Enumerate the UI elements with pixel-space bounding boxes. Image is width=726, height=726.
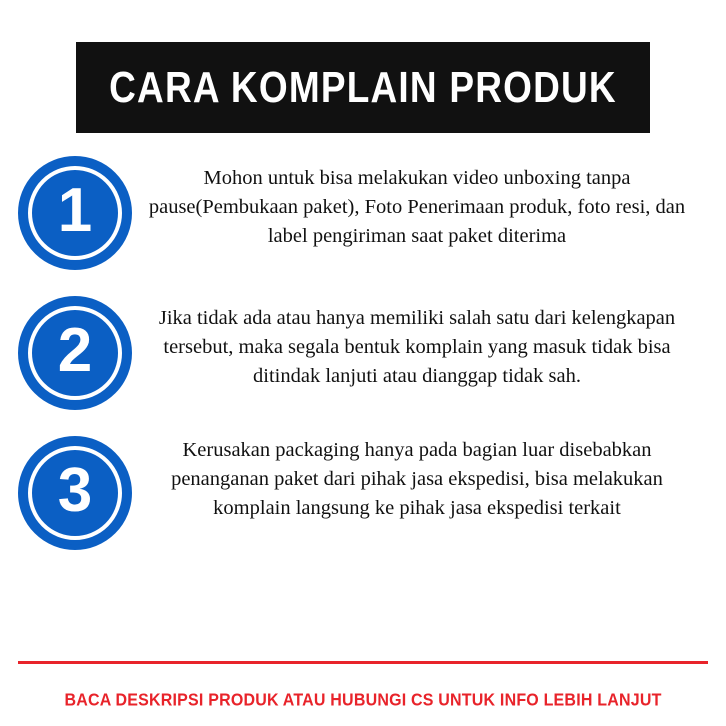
footer-note: BACA DESKRIPSI PRODUK ATAU HUBUNGI CS UNTUK INFO LEBIH LANJUT bbox=[64, 690, 662, 710]
step-number-label: 2 bbox=[57, 316, 93, 385]
footer-divider bbox=[18, 661, 708, 664]
step-text: Jika tidak ada atau hanya memiliki salah satu dari kelengkapan tersebut, maka segala bentuk komplain yang masuk tidak bisa ditindak lanjuti atau dianggap tidak sah. bbox=[158, 307, 676, 388]
step-number-label: 1 bbox=[57, 176, 93, 245]
step-text: Mohon untuk bisa melakukan video unboxing tanpa pause(Pembukaan paket), Foto Penerimaan produk, foto resi, dan label pengiriman saat paket diterima bbox=[148, 167, 686, 248]
page-title: CARA KOMPLAIN PRODUK bbox=[109, 63, 617, 112]
steps-list bbox=[0, 150, 726, 570]
list-item bbox=[0, 150, 726, 270]
step-number-badge bbox=[18, 296, 132, 410]
step-number-label: 3 bbox=[57, 456, 93, 525]
header-banner bbox=[76, 42, 650, 133]
list-item bbox=[0, 290, 726, 410]
step-number-badge bbox=[18, 436, 132, 550]
step-text: Kerusakan packaging hanya pada bagian luar disebabkan penanganan paket dari pihak jasa ekspedisi, bisa melakukan komplain langsung ke pihak jasa ekspedisi terkait bbox=[171, 439, 663, 520]
list-item bbox=[0, 430, 726, 550]
step-number-badge bbox=[18, 156, 132, 270]
